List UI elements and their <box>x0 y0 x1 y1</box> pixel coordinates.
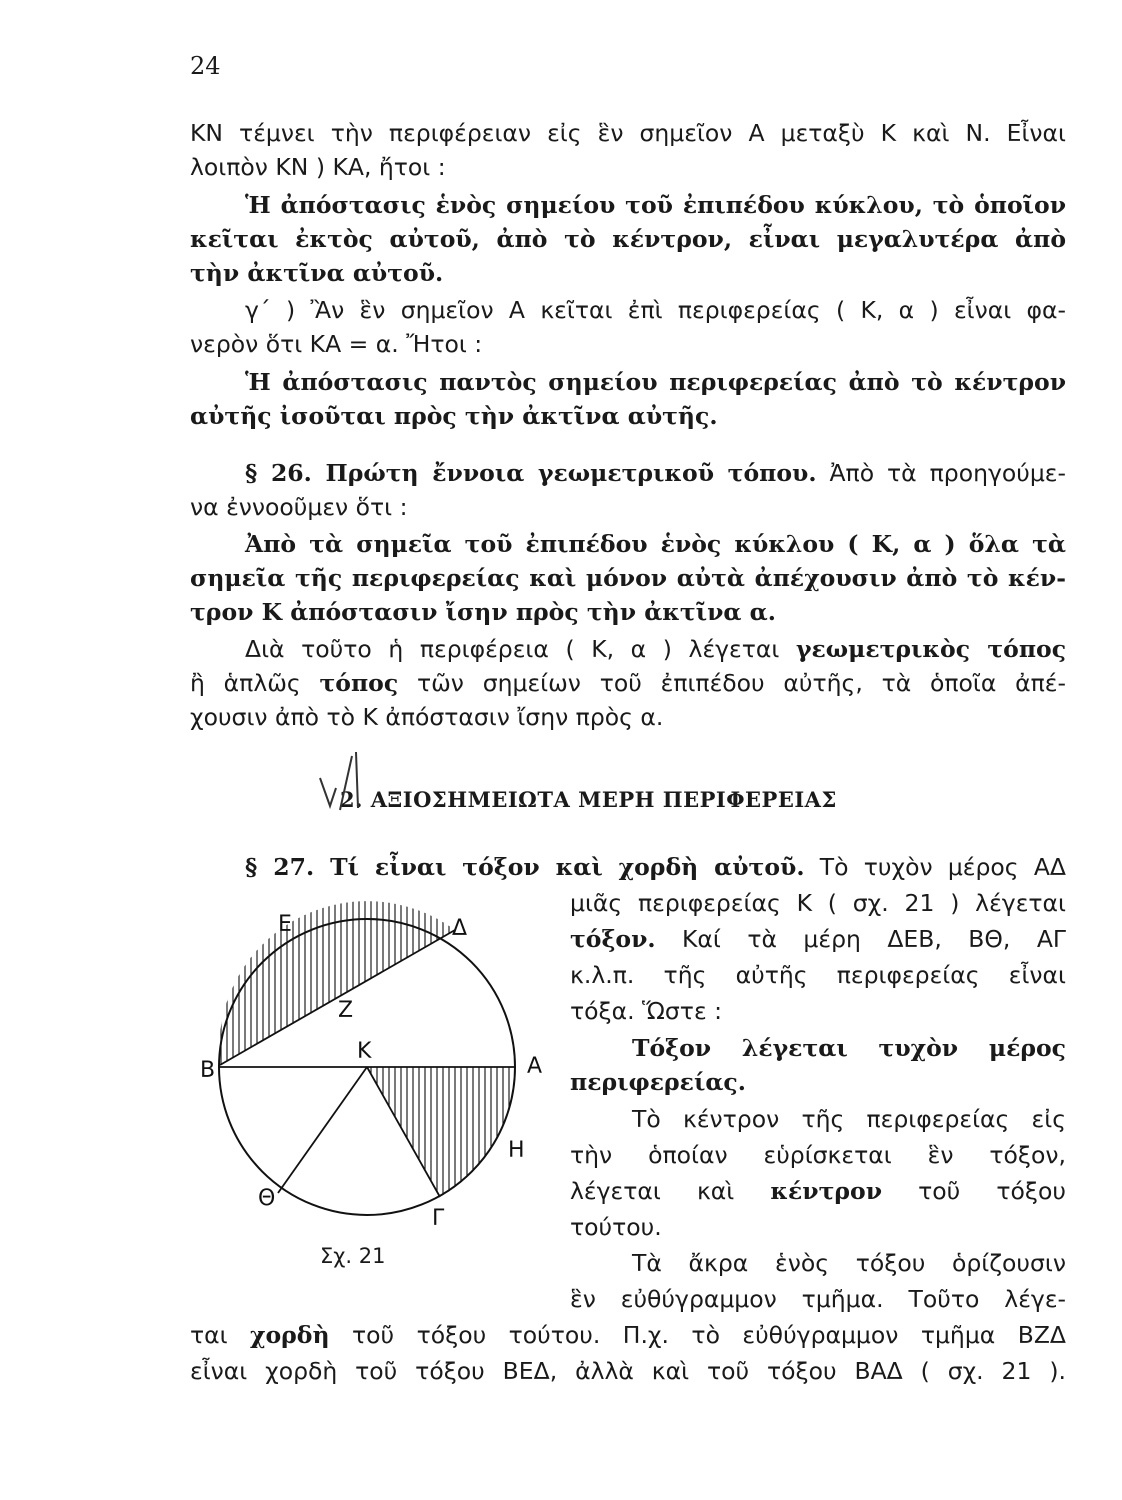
text-line <box>190 561 1066 595</box>
handwritten-mark <box>312 748 372 818</box>
text-line <box>570 1065 1066 1099</box>
text-span: κ.λ.π. τῆς αὐτῆς περιφερείας εἶναι <box>570 961 1066 989</box>
text-line <box>245 293 1066 327</box>
text-span: να ἐννοοῦμεν ὅτι : <box>190 493 408 521</box>
bold-text: Τόξον λέγεται τυχὸν μέρος <box>632 1034 1066 1062</box>
label-TH: Θ <box>258 1186 276 1211</box>
text-line <box>190 222 1066 256</box>
text-line <box>245 850 1066 884</box>
text-line <box>190 490 1066 524</box>
text-span: λοιπὸν ΚΝ ) ΚΑ, ἤτοι : <box>190 153 446 181</box>
text-span: Καί τὰ μέρη ΔΕΒ, ΒΘ, ΑΓ <box>655 925 1066 953</box>
text-line <box>632 1246 1066 1280</box>
text-span: Τὰ ἄκρα ἑνὸς τόξου ὁρίζουσιν <box>632 1249 1066 1277</box>
text-span: τόξα. Ὥστε : <box>570 997 723 1025</box>
text-line <box>190 1318 1066 1352</box>
text-line <box>570 958 1066 992</box>
text-span: ἢ ἁπλῶς <box>190 669 320 697</box>
bold-text: Ἡ ἀπόστασις παντὸς σημείου περιφερείας ἀπὸ τὸ κέντρον <box>245 368 1066 396</box>
label-H: Η <box>508 1138 525 1163</box>
text-line <box>570 1282 1066 1316</box>
sector-kag-hatch <box>367 1067 515 1197</box>
bold-text: περιφερείας. <box>570 1068 746 1096</box>
text-span: Τὸ τυχὸν μέρος ΑΔ <box>804 853 1066 881</box>
text-span: ΚΝ τέμνει τὴν περιφέρειαν εἰς ἓν σημεῖον Α μεταξὺ Κ καὶ Ν. Εἶναι <box>190 119 1066 147</box>
bold-text: τόξον. <box>570 925 656 953</box>
bold-text: Ἡ ἀπόστασις ἑνὸς σημείου τοῦ ἐπιπέδου κύκλου, τὸ ὁποῖον <box>245 191 1066 219</box>
text-line <box>245 365 1066 399</box>
text-line <box>190 150 1066 184</box>
bold-text: § 27. Τί εἶναι τόξον καὶ χορδὴ αὐτοῦ. <box>245 853 805 881</box>
text-line <box>190 256 1066 290</box>
text-line <box>570 994 1066 1028</box>
text-line <box>190 595 1066 629</box>
text-line <box>190 399 1066 433</box>
bold-text: τρον Κ ἀπόστασιν ἴσην πρὸς τὴν ἀκτῖνα α. <box>190 598 776 626</box>
label-B: Β <box>200 1058 216 1083</box>
bold-text: τὴν ἀκτῖνα αὐτοῦ. <box>190 259 444 287</box>
text-span: τῶν σημείων τοῦ ἐπιπέδου αὐτῆς, τὰ ὁποῖα ἀπέ- <box>398 669 1066 697</box>
text-line <box>570 1174 1066 1208</box>
text-line <box>245 632 1066 666</box>
text-span: Τὸ κέντρον τῆς περιφερείας εἰς <box>632 1105 1066 1133</box>
text-span: τούτου. <box>570 1213 662 1241</box>
text-line <box>190 666 1066 700</box>
text-span: τοῦ τόξου τούτου. Π.χ. τὸ εὐθύγραμμον τμῆμα ΒΖΔ <box>329 1321 1067 1349</box>
label-A: Α <box>527 1054 543 1079</box>
bold-text: § 26. Πρώτη ἔννοια γεωμετρικοῦ τόπου. <box>245 459 817 487</box>
text-line <box>245 188 1066 222</box>
text-line <box>190 1354 1066 1388</box>
text-line <box>570 1138 1066 1172</box>
text-span: ται <box>190 1321 251 1349</box>
section-heading: 2. ΑΞΙΟΣΗΜΕΙΩΤΑ ΜΕΡΗ ΠΕΡΙΦΕΡΕΙΑΣ <box>340 787 837 812</box>
text-line <box>632 1102 1066 1136</box>
label-G: Γ <box>432 1206 445 1231</box>
text-span: χουσιν ἀπὸ τὸ Κ ἀπόστασιν ἴσην πρὸς α. <box>190 703 664 731</box>
text-line <box>570 886 1066 920</box>
text-line <box>190 327 1066 361</box>
text-line <box>190 700 1066 734</box>
bold-text: Ἀπὸ τὰ σημεῖα τοῦ ἐπιπέδου ἑνὸς κύκλου ( Κ, α ) ὅλα τὰ <box>245 530 1066 558</box>
bold-text: γεωμετρικὸς τόπος <box>795 635 1067 663</box>
text-line <box>245 527 1066 561</box>
text-line <box>632 1031 1066 1065</box>
figure-21 <box>190 895 570 1275</box>
page-number: 24 <box>190 52 221 80</box>
text-line <box>570 1210 1066 1244</box>
bold-text: τόπος <box>319 669 399 697</box>
text-span: Ἀπὸ τὰ προηγούμε- <box>816 459 1066 487</box>
bold-text: σημεῖα τῆς περιφερείας καὶ μόνον αὐτὰ ἀπέχουσιν ἀπὸ τὸ κέν- <box>190 564 1066 592</box>
text-span: Διὰ τοῦτο ἡ περιφέρεια ( Κ, α ) λέγεται <box>245 635 796 663</box>
text-span: εἶναι χορδὴ τοῦ τόξου ΒΕΔ, ἀλλὰ καὶ τοῦ τόξου ΒΑΔ ( σχ. 21 ). <box>190 1357 1066 1385</box>
text-span: τὴν ὁποίαν εὑρίσκεται ἓν τόξον, <box>570 1141 1066 1169</box>
text-span: μιᾶς περιφερείας Κ ( σχ. 21 ) λέγεται <box>570 889 1066 917</box>
bold-text: κεῖται ἐκτὸς αὐτοῦ, ἀπὸ τὸ κέντρον, εἶναι μεγαλυτέρα ἀπὸ <box>190 225 1066 253</box>
label-E: Ε <box>278 912 292 937</box>
label-D: Δ <box>452 916 468 941</box>
label-K: Κ <box>357 1039 372 1064</box>
text-span: γ΄ ) Ἂν ἓν σημεῖον Α κεῖται ἐπὶ περιφερείας ( Κ, α ) εἶναι φα- <box>245 296 1066 324</box>
segment-bed-hatch <box>219 901 455 1065</box>
figure-caption: Σχ. 21 <box>320 1244 386 1268</box>
text-line <box>245 456 1066 490</box>
text-line <box>570 922 1066 956</box>
label-Z: Ζ <box>338 998 354 1023</box>
radius-kth <box>278 1067 367 1193</box>
text-line <box>190 116 1066 150</box>
text-span: νερὸν ὅτι ΚΑ = α. Ἤτοι : <box>190 330 483 358</box>
text-span: τοῦ τόξου <box>882 1177 1066 1205</box>
bold-text: χορδὴ <box>250 1321 330 1349</box>
text-span: λέγεται καὶ <box>570 1177 771 1205</box>
text-span: ἓν εὐθύγραμμον τμῆμα. Τοῦτο λέγε- <box>570 1285 1066 1313</box>
bold-text: αὐτῆς ἰσοῦται πρὸς τὴν ἀκτῖνα αὐτῆς. <box>190 402 718 430</box>
bold-text: κέντρον <box>770 1177 882 1205</box>
